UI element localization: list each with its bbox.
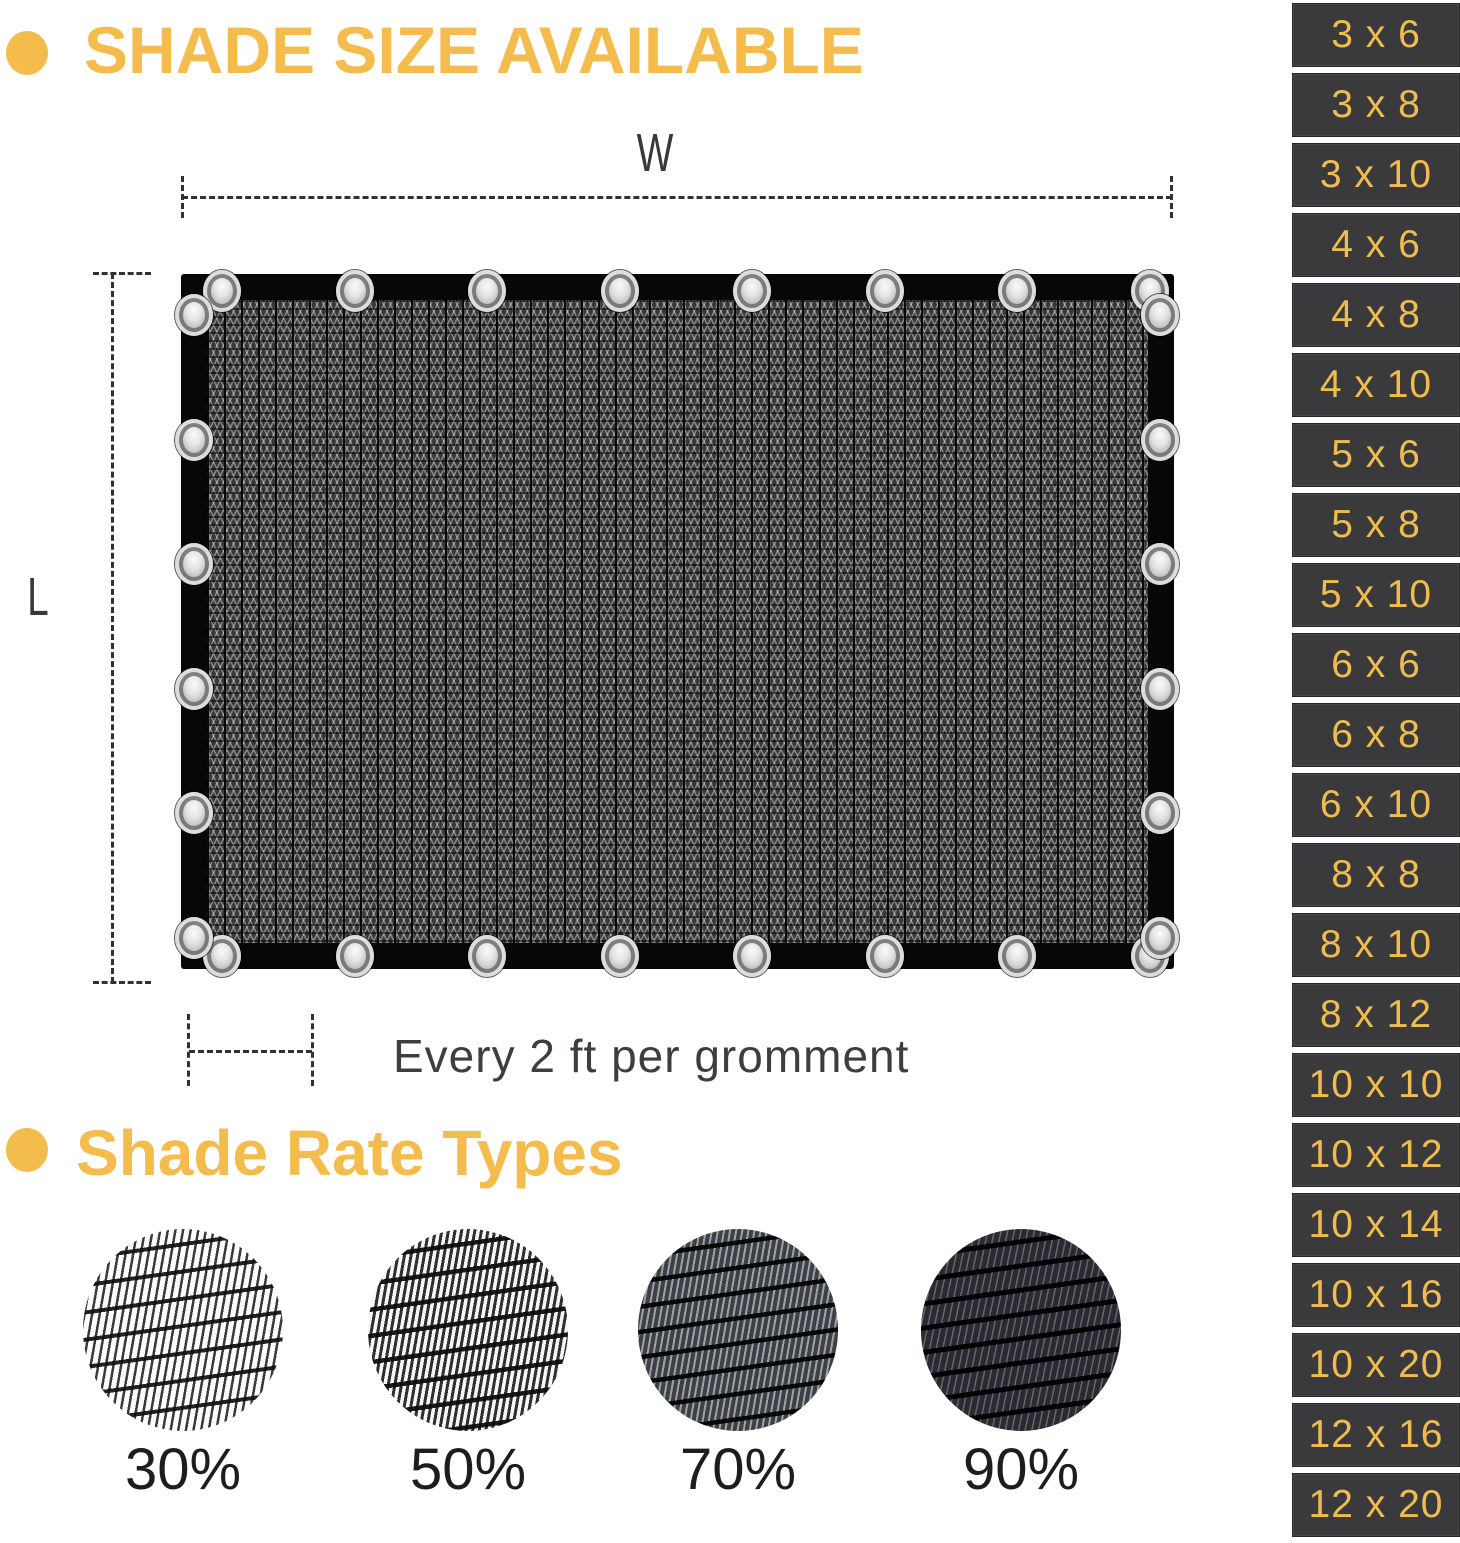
size-option-label: 6 x 6 [1331, 643, 1421, 686]
length-dimension-tick-top [93, 272, 151, 275]
grommet [175, 419, 213, 461]
size-option [1292, 983, 1460, 1047]
grommet [1141, 917, 1179, 959]
size-option [1292, 1123, 1460, 1187]
size-option-label: 5 x 8 [1331, 503, 1421, 546]
length-dimension-line [111, 273, 114, 983]
grommet-note: Every 2 ft per gromment [393, 1030, 910, 1082]
shade-rate-label: 90% [962, 1437, 1080, 1502]
size-option [1292, 423, 1460, 487]
grommet [733, 935, 771, 977]
size-option-label: 10 x 16 [1308, 1273, 1444, 1316]
size-option [1292, 353, 1460, 417]
grommet [733, 270, 771, 312]
size-option [1292, 1193, 1460, 1257]
size-option-label: 8 x 8 [1331, 853, 1421, 896]
grommet [998, 935, 1036, 977]
size-option [1292, 3, 1460, 67]
size-option-label: 12 x 20 [1308, 1483, 1444, 1526]
grommet-spacing-bracket [189, 1050, 312, 1053]
size-option-label: 5 x 6 [1331, 433, 1421, 476]
size-option-label: 10 x 20 [1308, 1343, 1444, 1386]
size-option-label: 6 x 8 [1331, 713, 1421, 756]
size-option-label: 8 x 10 [1319, 923, 1433, 966]
grommet [175, 294, 213, 336]
size-option-label: 3 x 8 [1331, 83, 1421, 126]
size-option [1292, 1403, 1460, 1467]
grommet [175, 668, 213, 710]
mesh-texture [207, 300, 1148, 943]
shade-panel [181, 274, 1174, 969]
grommet [866, 935, 904, 977]
width-dimension-tick-right [1170, 176, 1173, 218]
grommet [175, 543, 213, 585]
size-option [1292, 703, 1460, 767]
grommet [1141, 294, 1179, 336]
size-option [1292, 563, 1460, 627]
size-option-label: 3 x 10 [1319, 153, 1433, 196]
grommet [336, 935, 374, 977]
size-option-label: 10 x 12 [1308, 1133, 1444, 1176]
grommet [1141, 792, 1179, 834]
shade-rate-label: 70% [679, 1437, 797, 1502]
size-option [1292, 1263, 1460, 1327]
size-option [1292, 843, 1460, 907]
shade-rate-label: 30% [124, 1437, 242, 1502]
shade-rate-title: Shade Rate Types [76, 1117, 623, 1189]
size-option-label: 3 x 6 [1331, 13, 1421, 56]
bullet-dot-icon [6, 31, 48, 75]
size-option [1292, 493, 1460, 557]
length-dimension-tick-bottom [93, 981, 151, 984]
grommet [468, 270, 506, 312]
shade-sample-30 [83, 1229, 283, 1431]
size-option-label: 4 x 6 [1331, 223, 1421, 266]
size-option-label: 12 x 16 [1308, 1413, 1444, 1456]
grommet [1141, 419, 1179, 461]
width-dimension-line [182, 196, 1172, 199]
grommet [601, 270, 639, 312]
size-option [1292, 213, 1460, 277]
size-option-label: 10 x 10 [1308, 1063, 1444, 1106]
shade-sample-50 [368, 1229, 568, 1431]
size-option [1292, 1473, 1460, 1537]
size-option [1292, 1333, 1460, 1397]
grommet [1141, 668, 1179, 710]
size-option-label: 8 x 12 [1319, 993, 1433, 1036]
grommet [601, 935, 639, 977]
size-option-label: 6 x 10 [1319, 783, 1433, 826]
size-option-label: 4 x 10 [1319, 363, 1433, 406]
size-option [1292, 1053, 1460, 1117]
size-option-label: 10 x 14 [1308, 1203, 1444, 1246]
size-option [1292, 73, 1460, 137]
grommet [336, 270, 374, 312]
size-list [1292, 3, 1460, 1543]
size-option-label: 4 x 8 [1331, 293, 1421, 336]
shade-size-title: SHADE SIZE AVAILABLE [84, 13, 864, 87]
size-option [1292, 773, 1460, 837]
shade-sample-70 [638, 1229, 838, 1431]
size-option-label: 5 x 10 [1319, 573, 1433, 616]
grommet [1141, 543, 1179, 585]
shade-sample-90 [921, 1229, 1121, 1431]
size-option [1292, 143, 1460, 207]
grommet [175, 917, 213, 959]
grommet [468, 935, 506, 977]
length-dimension-label: L [27, 567, 49, 627]
width-dimension-tick-left [181, 176, 184, 218]
shade-rate-label: 50% [409, 1437, 527, 1502]
size-option [1292, 283, 1460, 347]
size-option [1292, 913, 1460, 977]
width-dimension-label: W [636, 123, 674, 183]
size-option [1292, 633, 1460, 697]
bullet-dot-icon [6, 1128, 48, 1172]
grommet [866, 270, 904, 312]
